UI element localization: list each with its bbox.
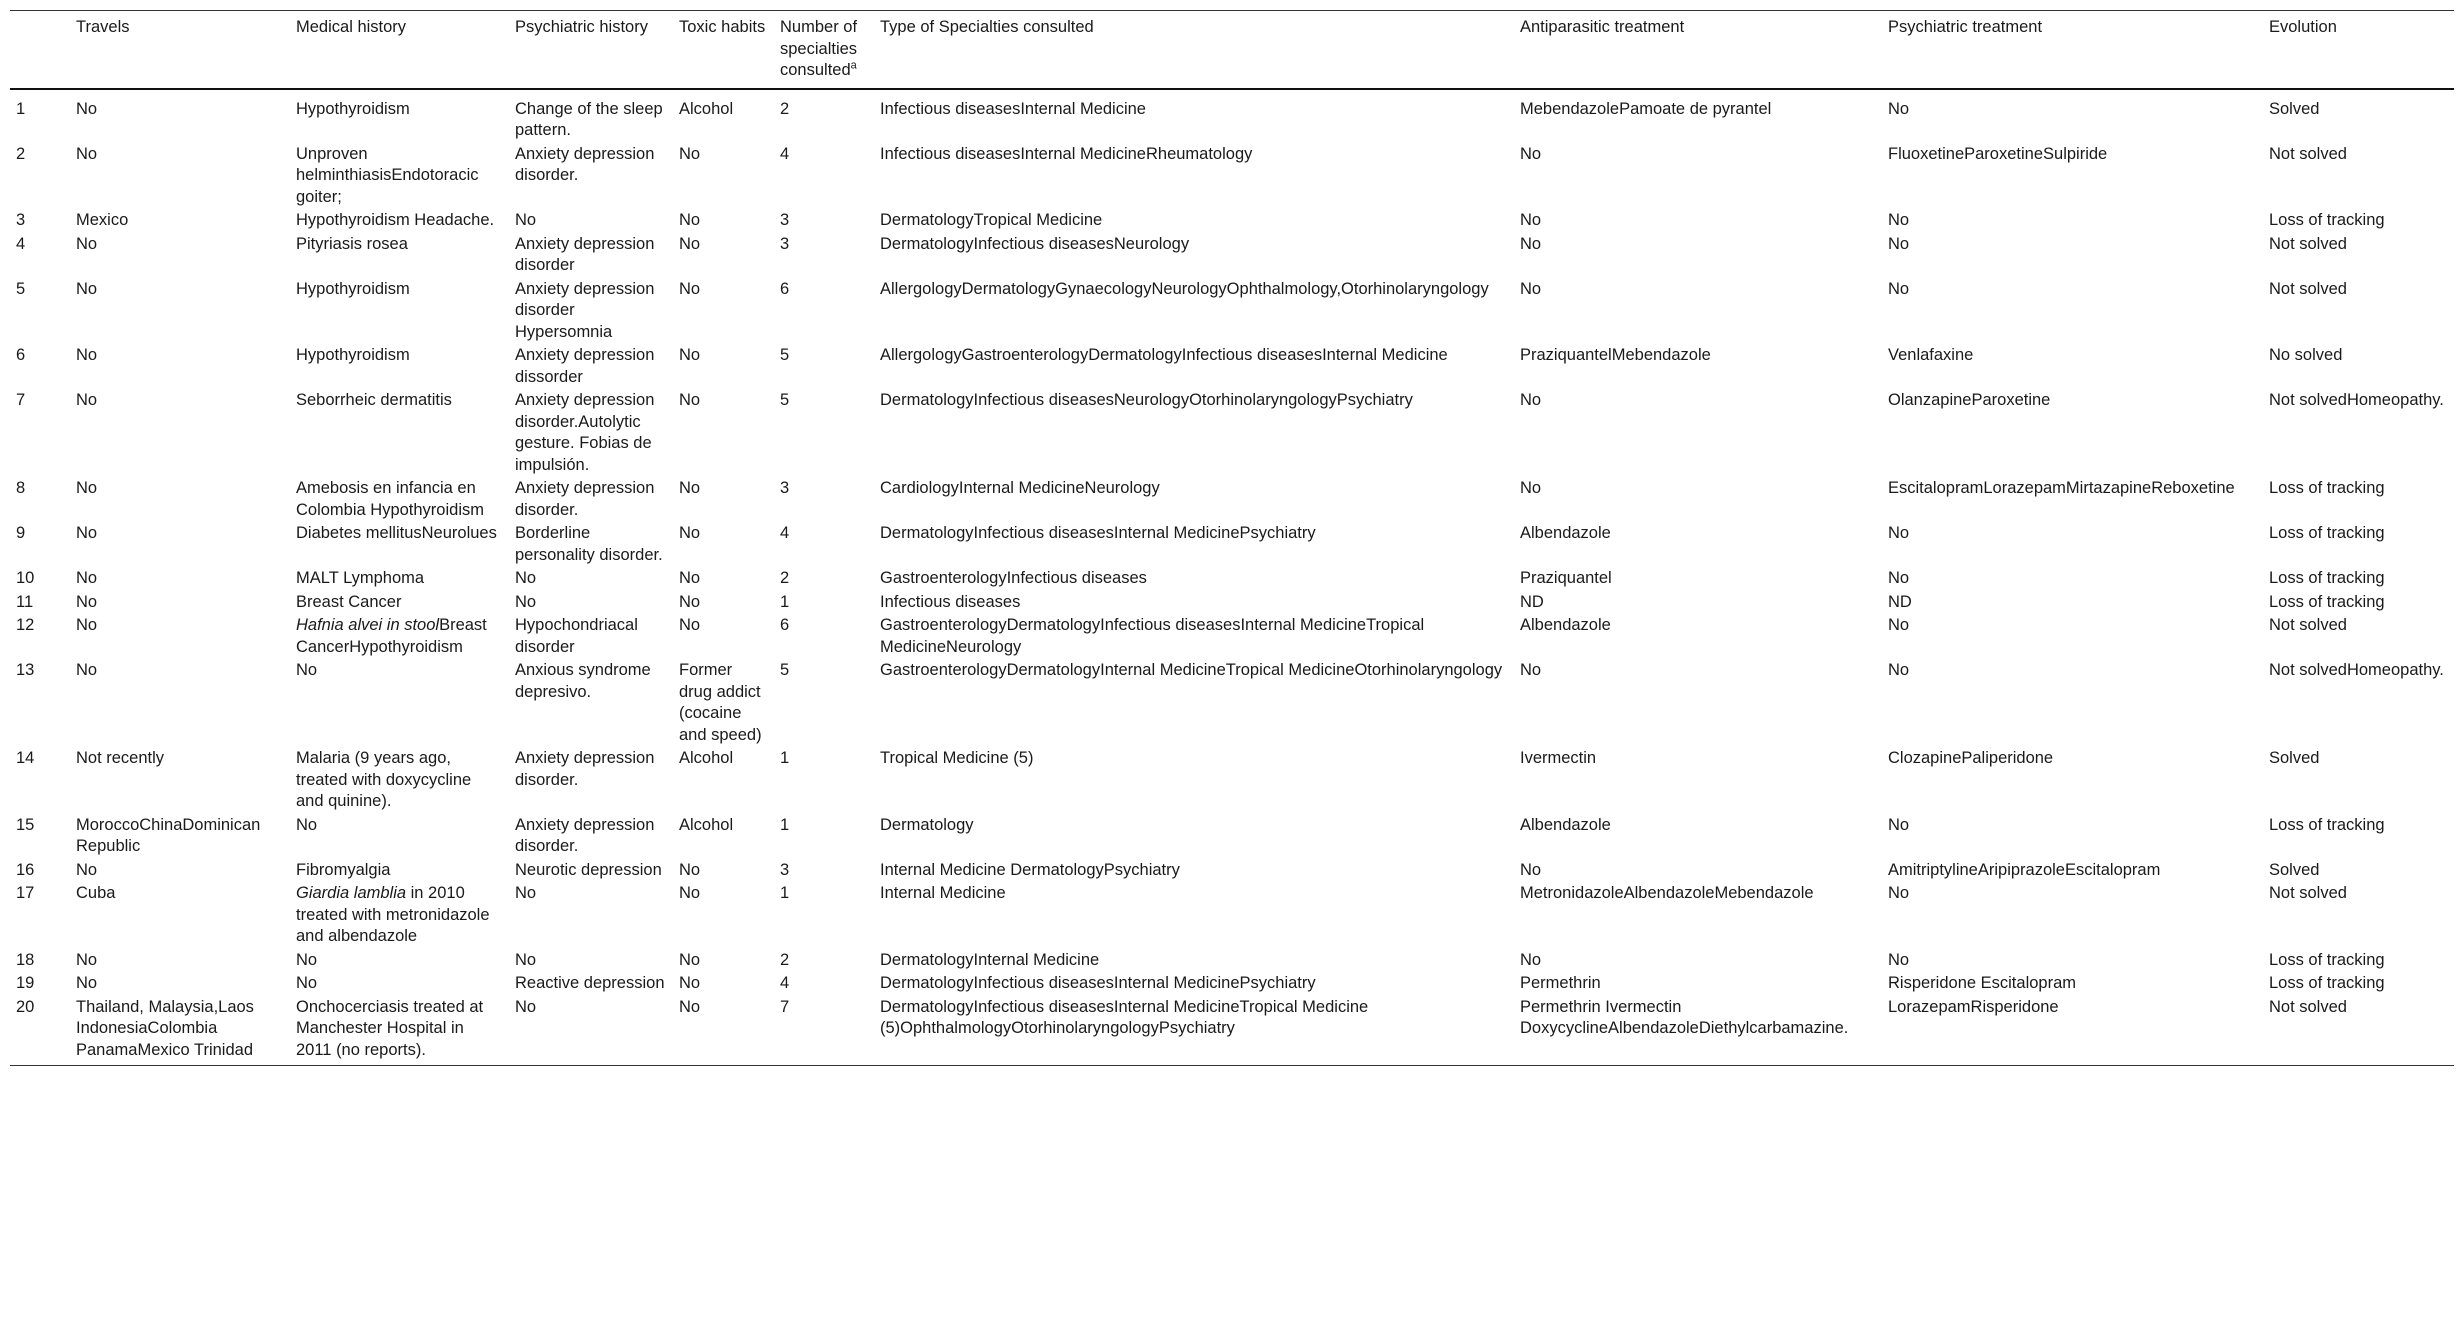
cell-index: 17 (16, 884, 35, 902)
cell-number-of-specialties: 4 (780, 974, 790, 992)
cell-antiparasitic-treatment: No (1520, 479, 1542, 497)
cell-number-of-specialties: 7 (774, 996, 874, 1066)
cell-psychiatric-history: No (515, 950, 537, 969)
cell-toxic-habits: No (679, 279, 701, 298)
cell-evolution: Solved (2269, 749, 2320, 767)
cell-medical-history: Hypothyroidism (296, 346, 410, 364)
table-header (10, 11, 2454, 89)
cell-number-of-specialties: 1 (780, 884, 790, 902)
cell-psychiatric-history: Reactive depression (515, 974, 665, 992)
organism-name: Giardia lamblia (296, 884, 407, 902)
medical-history-text: Breast CancerHypothyroidism (296, 616, 487, 656)
cell-evolution: Not solved (2269, 144, 2347, 163)
table-row (10, 477, 2454, 522)
header-medical-history: Medical history (290, 11, 509, 89)
cell-toxic-habits: No (679, 616, 701, 634)
cell-specialty-types: DermatologyInfectious diseasesInternal MedicinePsychiatry (880, 524, 1316, 542)
cell-toxic-habits: No (679, 569, 701, 587)
cell-medical-history (290, 614, 509, 659)
cell-evolution: Not solved (2269, 234, 2347, 253)
cell-psychiatric-treatment: LorazepamRisperidone (1882, 996, 2263, 1066)
cell-index: 5 (16, 279, 26, 298)
cell-index: 19 (16, 974, 35, 992)
cell-evolution: Loss of tracking (2269, 479, 2385, 497)
table-body (10, 89, 2454, 1066)
cell-antiparasitic-treatment: No (1520, 279, 1542, 298)
cell-psychiatric-history: Neurotic depression (515, 860, 662, 879)
cell-index: 18 (16, 950, 35, 969)
table-row (10, 882, 2454, 949)
cell-medical-history: No (296, 661, 318, 679)
cell-medical-history: Pityriasis rosea (296, 234, 408, 253)
cell-travels: No (76, 346, 98, 364)
cell-psychiatric-treatment: No (1888, 279, 1910, 298)
cell-antiparasitic-treatment: No (1520, 144, 1542, 163)
cell-antiparasitic-treatment: Albendazole (1520, 815, 1611, 834)
cell-toxic-habits: No (679, 346, 701, 364)
cell-psychiatric-treatment: Venlafaxine (1888, 346, 1974, 364)
cell-psychiatric-treatment: EscitalopramLorazepamMirtazapineReboxetine (1888, 479, 2235, 497)
header-psychiatric-history: Psychiatric history (509, 11, 673, 89)
cell-medical-history: Onchocerciasis treated at Manchester Hospital in 2011 (no reports). (290, 996, 509, 1066)
cell-psychiatric-history: No (509, 996, 673, 1066)
cell-psychiatric-treatment: ND (1888, 592, 1912, 611)
cell-index: 16 (16, 860, 35, 879)
cell-travels: No (76, 616, 98, 634)
cell-travels: No (76, 592, 98, 611)
cell-medical-history: Fibromyalgia (296, 860, 391, 879)
cell-psychiatric-treatment: No (1888, 524, 1910, 542)
header-index (10, 11, 70, 89)
cell-toxic-habits: No (679, 884, 701, 902)
cell-travels: No (76, 950, 98, 969)
cell-medical-history: No (296, 815, 318, 834)
cell-travels: No (76, 524, 98, 542)
cell-specialty-types: GastroenterologyDermatologyInternal MedicineTropical MedicineOtorhinolaryngology (880, 661, 1503, 679)
cell-number-of-specialties: 5 (780, 346, 790, 364)
organism-name: Hafnia alvei in stool (296, 616, 440, 634)
cell-specialty-types: Infectious diseases (880, 592, 1021, 611)
cell-number-of-specialties: 2 (780, 99, 790, 118)
cell-specialty-types: DermatologyInfectious diseasesInternal MedicineTropical Medicine (5)OphthalmologyOtorhinolaryngologyPsychiatry (874, 996, 1514, 1066)
footnote-marker: a (850, 59, 857, 72)
cell-number-of-specialties: 6 (780, 279, 790, 298)
cell-evolution: Not solved (2263, 996, 2454, 1066)
cell-psychiatric-treatment: No (1888, 661, 1910, 679)
cell-psychiatric-history: Anxious syndrome depresivo. (515, 661, 651, 701)
cell-evolution: Not solved (2269, 279, 2347, 298)
cell-index: 2 (16, 144, 26, 163)
cell-specialty-types: GastroenterologyDermatologyInfectious diseasesInternal MedicineTropical MedicineNeurology (880, 616, 1425, 656)
cell-toxic-habits: Former drug addict (cocaine and speed) (679, 661, 762, 744)
table-row (10, 522, 2454, 567)
cell-psychiatric-history: No (515, 884, 537, 902)
cell-number-of-specialties: 5 (780, 391, 790, 409)
cell-psychiatric-treatment: Risperidone Escitalopram (1888, 974, 2077, 992)
cell-evolution: Not solved (2269, 616, 2347, 634)
cell-travels: No (76, 860, 98, 879)
cell-antiparasitic-treatment: MebendazolePamoate de pyrantel (1520, 99, 1772, 118)
cell-index: 8 (16, 479, 26, 497)
cell-toxic-habits: No (679, 974, 701, 992)
cell-psychiatric-treatment: No (1888, 569, 1910, 587)
cell-specialty-types: DermatologyInternal Medicine (880, 950, 1100, 969)
cell-evolution: No solved (2269, 346, 2343, 364)
cell-travels: Cuba (76, 884, 116, 902)
cell-medical-history: No (296, 950, 318, 969)
header-number-of-specialties-label: Number of specialties consulted (780, 18, 858, 79)
medical-history-text: in 2010 treated with metronidazole and albendazole (296, 884, 490, 945)
header-row (10, 11, 2454, 89)
cell-medical-history: MALT Lymphoma (296, 569, 425, 587)
cell-psychiatric-treatment: No (1888, 950, 1910, 969)
cell-index: 12 (16, 616, 35, 634)
cell-number-of-specialties: 2 (780, 950, 790, 969)
cell-travels: Mexico (76, 211, 129, 229)
cell-index: 11 (16, 592, 34, 611)
cell-medical-history: Hypothyroidism (296, 99, 410, 118)
cell-specialty-types: Internal Medicine (880, 884, 1006, 902)
cell-medical-history: Hypothyroidism Headache. (296, 211, 495, 229)
cell-toxic-habits: No (679, 592, 701, 611)
header-specialty-types: Type of Specialties consulted (874, 11, 1514, 89)
cell-toxic-habits: No (679, 211, 701, 229)
cell-psychiatric-treatment: No (1888, 815, 1910, 834)
cell-travels: No (76, 569, 98, 587)
cell-medical-history: Amebosis en infancia en Colombia Hypothyroidism (296, 479, 484, 519)
cell-travels: No (76, 479, 98, 497)
cell-travels: No (76, 279, 98, 298)
table-row (10, 972, 2454, 996)
cell-antiparasitic-treatment: Albendazole (1520, 616, 1611, 634)
header-travels: Travels (70, 11, 290, 89)
cell-specialty-types: AllergologyGastroenterologyDermatologyInfectious diseasesInternal Medicine (880, 346, 1448, 364)
cell-antiparasitic-treatment: No (1520, 661, 1542, 679)
header-toxic-habits: Toxic habits (673, 11, 774, 89)
cell-psychiatric-history: Anxiety depression disorder. (515, 144, 655, 184)
cell-number-of-specialties: 1 (780, 749, 790, 767)
cell-number-of-specialties: 1 (780, 592, 790, 611)
cell-index: 10 (16, 569, 35, 587)
cell-number-of-specialties: 3 (780, 211, 790, 229)
cell-toxic-habits: Alcohol (679, 749, 734, 767)
cell-number-of-specialties: 5 (780, 661, 790, 679)
cell-medical-history (290, 882, 509, 949)
cell-specialty-types: Infectious diseasesInternal MedicineRheumatology (880, 144, 1253, 163)
cell-psychiatric-history: Anxiety depression disorder. (515, 749, 655, 789)
cell-toxic-habits: No (679, 234, 701, 253)
cell-travels: MoroccoChinaDominican Republic (76, 815, 261, 855)
cell-index: 6 (16, 346, 26, 364)
cell-toxic-habits: No (679, 479, 701, 497)
cell-specialty-types: Dermatology (880, 815, 974, 834)
cell-psychiatric-history: No (515, 569, 537, 587)
cell-psychiatric-treatment: FluoxetineParoxetineSulpiride (1888, 144, 2108, 163)
cell-specialty-types: GastroenterologyInfectious diseases (880, 569, 1147, 587)
cell-number-of-specialties: 3 (780, 479, 790, 497)
cell-medical-history: Hypothyroidism (296, 279, 410, 298)
cell-number-of-specialties: 4 (780, 524, 790, 542)
cell-psychiatric-history: Anxiety depression disorder Hypersomnia (515, 279, 655, 341)
cell-psychiatric-history: Anxiety depression dissorder (515, 346, 655, 386)
cell-antiparasitic-treatment: No (1520, 391, 1542, 409)
cell-index: 3 (16, 211, 26, 229)
cell-index: 4 (16, 234, 26, 253)
cell-psychiatric-history: Anxiety depression disorder. (515, 479, 655, 519)
table-row (10, 233, 2454, 278)
cell-antiparasitic-treatment: Ivermectin (1520, 749, 1597, 767)
cell-medical-history: Malaria (9 years ago, treated with doxycycline and quinine). (296, 749, 472, 810)
cell-antiparasitic-treatment: Permethrin Ivermectin DoxycyclineAlbendazoleDiethylcarbamazine. (1514, 996, 1882, 1066)
cell-evolution: Solved (2269, 99, 2320, 118)
cell-psychiatric-history: No (515, 211, 537, 229)
table-row (10, 859, 2454, 883)
cell-specialty-types: AllergologyDermatologyGynaecologyNeurologyOphthalmology,Otorhinolaryngology (880, 279, 1489, 298)
cell-number-of-specialties: 6 (780, 616, 790, 634)
cell-specialty-types: Internal Medicine DermatologyPsychiatry (880, 860, 1180, 879)
cell-psychiatric-history: No (515, 592, 537, 611)
table-row (10, 814, 2454, 859)
cell-psychiatric-history: Anxiety depression disorder. (515, 815, 655, 855)
cell-number-of-specialties: 2 (780, 569, 790, 587)
cell-number-of-specialties: 3 (780, 234, 790, 253)
cell-medical-history: Diabetes mellitusNeurolues (296, 524, 497, 542)
cell-psychiatric-treatment: No (1888, 884, 1910, 902)
cell-antiparasitic-treatment: MetronidazoleAlbendazoleMebendazole (1520, 884, 1814, 902)
patients-table-container (10, 10, 2454, 1066)
table-row (10, 614, 2454, 659)
patients-table (10, 10, 2454, 1066)
table-row (10, 659, 2454, 747)
cell-index: 13 (16, 661, 35, 679)
table-row (10, 591, 2454, 615)
cell-psychiatric-treatment: No (1888, 616, 1910, 634)
table-row (10, 143, 2454, 210)
cell-evolution: Not solved (2269, 884, 2347, 902)
cell-specialty-types: Infectious diseasesInternal Medicine (880, 99, 1146, 118)
header-psychiatric-treatment: Psychiatric treatment (1882, 11, 2263, 89)
table-row (10, 278, 2454, 345)
cell-specialty-types: Tropical Medicine (5) (880, 749, 1034, 767)
cell-toxic-habits: No (679, 524, 701, 542)
cell-evolution: Loss of tracking (2269, 211, 2385, 229)
cell-travels: Thailand, Malaysia,Laos IndonesiaColombia PanamaMexico Trinidad (70, 996, 290, 1066)
cell-psychiatric-history: Hypochondriacal disorder (515, 616, 638, 656)
table-row (10, 389, 2454, 477)
cell-medical-history: Unproven helminthiasisEndotoracic goiter; (296, 144, 479, 206)
table-row (10, 949, 2454, 973)
table-row (10, 89, 2454, 143)
header-number-of-specialties (774, 11, 874, 89)
cell-index: 20 (10, 996, 70, 1066)
cell-evolution: Loss of tracking (2269, 815, 2385, 834)
cell-toxic-habits: No (679, 950, 701, 969)
cell-psychiatric-history: Change of the sleep pattern. (515, 99, 663, 139)
cell-psychiatric-treatment: No (1888, 99, 1910, 118)
cell-evolution: Loss of tracking (2269, 974, 2385, 992)
cell-medical-history: No (296, 974, 318, 992)
cell-specialty-types: DermatologyTropical Medicine (880, 211, 1103, 229)
cell-psychiatric-treatment: No (1888, 234, 1910, 253)
cell-toxic-habits: No (679, 144, 701, 163)
cell-toxic-habits: No (679, 391, 701, 409)
cell-toxic-habits: Alcohol (679, 815, 734, 834)
cell-travels: No (76, 974, 98, 992)
table-row (10, 996, 2454, 1066)
header-antiparasitic-treatment: Antiparasitic treatment (1514, 11, 1882, 89)
table-row (10, 567, 2454, 591)
cell-travels: Not recently (76, 749, 165, 767)
cell-number-of-specialties: 3 (780, 860, 790, 879)
table-row (10, 209, 2454, 233)
cell-antiparasitic-treatment: No (1520, 234, 1542, 253)
cell-antiparasitic-treatment: Praziquantel (1520, 569, 1612, 587)
cell-travels: No (76, 144, 98, 163)
cell-psychiatric-treatment: ClozapinePaliperidone (1888, 749, 2054, 767)
cell-toxic-habits: Alcohol (679, 99, 734, 118)
cell-specialty-types: CardiologyInternal MedicineNeurology (880, 479, 1160, 497)
cell-antiparasitic-treatment: Permethrin (1520, 974, 1601, 992)
cell-evolution: Loss of tracking (2269, 524, 2385, 542)
cell-medical-history: Seborrheic dermatitis (296, 391, 452, 409)
cell-index: 14 (16, 749, 35, 767)
cell-evolution: Loss of tracking (2269, 592, 2385, 611)
cell-psychiatric-treatment: AmitriptylineAripiprazoleEscitalopram (1888, 860, 2161, 879)
cell-antiparasitic-treatment: No (1520, 950, 1542, 969)
cell-psychiatric-treatment: No (1888, 211, 1910, 229)
cell-medical-history: Breast Cancer (296, 592, 402, 611)
cell-number-of-specialties: 4 (780, 144, 790, 163)
cell-travels: No (76, 99, 98, 118)
cell-psychiatric-history: Borderline personality disorder. (515, 524, 663, 564)
cell-psychiatric-treatment: OlanzapineParoxetine (1888, 391, 2051, 409)
cell-specialty-types: DermatologyInfectious diseasesNeurology (880, 234, 1190, 253)
cell-antiparasitic-treatment: ND (1520, 592, 1544, 611)
cell-psychiatric-history: Anxiety depression disorder.Autolytic gesture. Fobias de impulsión. (515, 391, 655, 474)
cell-index: 9 (16, 524, 26, 542)
cell-evolution: Not solvedHomeopathy. (2269, 391, 2444, 409)
cell-evolution: Solved (2269, 860, 2320, 879)
cell-antiparasitic-treatment: PraziquantelMebendazole (1520, 346, 1711, 364)
cell-evolution: Not solvedHomeopathy. (2269, 661, 2444, 679)
table-row (10, 747, 2454, 814)
cell-toxic-habits: No (673, 996, 774, 1066)
cell-travels: No (76, 391, 98, 409)
cell-index: 15 (16, 815, 35, 834)
cell-travels: No (76, 661, 98, 679)
cell-antiparasitic-treatment: No (1520, 860, 1542, 879)
cell-antiparasitic-treatment: Albendazole (1520, 524, 1611, 542)
cell-specialty-types: DermatologyInfectious diseasesInternal MedicinePsychiatry (880, 974, 1316, 992)
header-evolution: Evolution (2263, 11, 2454, 89)
table-row (10, 344, 2454, 389)
cell-psychiatric-history: Anxiety depression disorder (515, 234, 655, 274)
cell-toxic-habits: No (679, 860, 701, 879)
cell-travels: No (76, 234, 98, 253)
cell-specialty-types: DermatologyInfectious diseasesNeurologyOtorhinolaryngologyPsychiatry (880, 391, 1413, 409)
cell-number-of-specialties: 1 (780, 815, 790, 834)
cell-evolution: Loss of tracking (2269, 950, 2385, 969)
cell-index: 7 (16, 391, 26, 409)
cell-index: 1 (16, 99, 26, 118)
cell-antiparasitic-treatment: No (1520, 211, 1542, 229)
cell-evolution: Loss of tracking (2269, 569, 2385, 587)
